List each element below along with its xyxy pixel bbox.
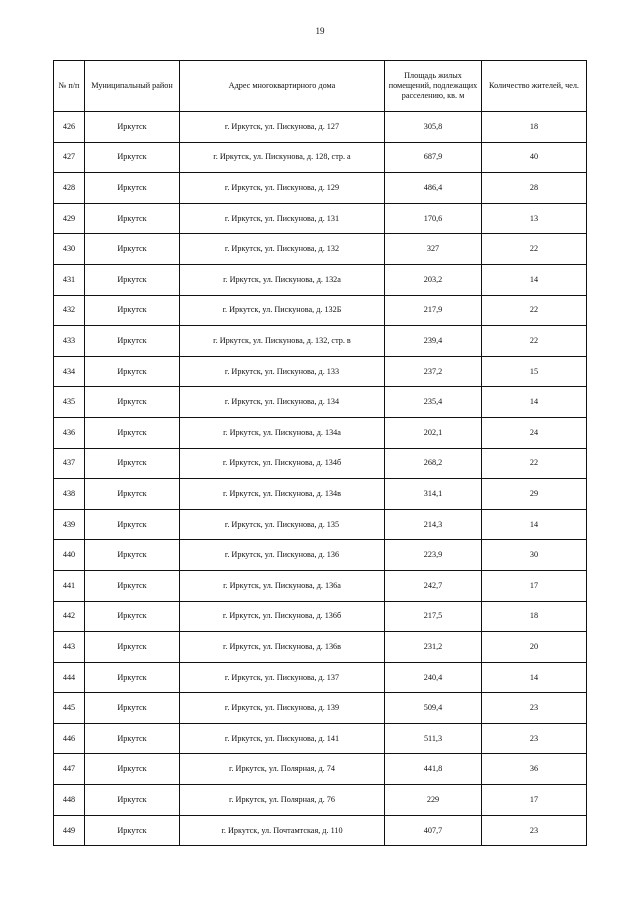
cell-district: Иркутск: [85, 693, 180, 724]
cell-residents: 20: [482, 632, 587, 663]
cell-area: 203,2: [385, 264, 482, 295]
cell-residents: 24: [482, 417, 587, 448]
cell-district: Иркутск: [85, 417, 180, 448]
table-row: [54, 356, 587, 387]
cell-residents: 15: [482, 356, 587, 387]
cell-district: Иркутск: [85, 785, 180, 816]
cell-number: 430: [54, 234, 85, 265]
table-row: [54, 785, 587, 816]
cell-area: 509,4: [385, 693, 482, 724]
table-row: [54, 264, 587, 295]
cell-address: г. Иркутск, ул. Пискунова, д. 131: [180, 203, 385, 234]
cell-district: Иркутск: [85, 203, 180, 234]
header-number: № п/п: [54, 61, 85, 112]
cell-number: 444: [54, 662, 85, 693]
cell-number: 449: [54, 815, 85, 846]
cell-address: г. Иркутск, ул. Пискунова, д. 132: [180, 234, 385, 265]
cell-address: г. Иркутск, ул. Полярная, д. 76: [180, 785, 385, 816]
cell-address: г. Иркутск, ул. Пискунова, д. 136б: [180, 601, 385, 632]
cell-district: Иркутск: [85, 356, 180, 387]
cell-district: Иркутск: [85, 632, 180, 663]
cell-area: 240,4: [385, 662, 482, 693]
table-row: [54, 326, 587, 357]
header-residents: Количество жителей, чел.: [482, 61, 587, 112]
table-row: [54, 417, 587, 448]
cell-district: Иркутск: [85, 112, 180, 143]
cell-district: Иркутск: [85, 662, 180, 693]
cell-residents: 17: [482, 785, 587, 816]
cell-number: 426: [54, 112, 85, 143]
cell-number: 437: [54, 448, 85, 479]
cell-residents: 22: [482, 295, 587, 326]
cell-address: г. Иркутск, ул. Пискунова, д. 139: [180, 693, 385, 724]
cell-area: 217,5: [385, 601, 482, 632]
cell-number: 438: [54, 479, 85, 510]
cell-number: 445: [54, 693, 85, 724]
cell-residents: 17: [482, 570, 587, 601]
cell-address: г. Иркутск, ул. Пискунова, д. 129: [180, 173, 385, 204]
cell-number: 434: [54, 356, 85, 387]
table-row: [54, 815, 587, 846]
cell-district: Иркутск: [85, 387, 180, 418]
table-row: [54, 479, 587, 510]
cell-residents: 22: [482, 448, 587, 479]
cell-residents: 18: [482, 601, 587, 632]
cell-number: 443: [54, 632, 85, 663]
cell-number: 442: [54, 601, 85, 632]
cell-district: Иркутск: [85, 509, 180, 540]
cell-number: 432: [54, 295, 85, 326]
table-body: [54, 112, 587, 846]
cell-number: 436: [54, 417, 85, 448]
cell-district: Иркутск: [85, 264, 180, 295]
table-row: [54, 723, 587, 754]
table-row: [54, 509, 587, 540]
header-area: Площадь жилых помещений, подлежащих расселению, кв. м: [385, 61, 482, 112]
cell-district: Иркутск: [85, 754, 180, 785]
cell-number: 448: [54, 785, 85, 816]
cell-district: Иркутск: [85, 723, 180, 754]
cell-district: Иркутск: [85, 173, 180, 204]
cell-area: 229: [385, 785, 482, 816]
cell-address: г. Иркутск, ул. Пискунова, д. 132а: [180, 264, 385, 295]
cell-residents: 14: [482, 662, 587, 693]
table-row: [54, 173, 587, 204]
cell-residents: 13: [482, 203, 587, 234]
cell-district: Иркутск: [85, 295, 180, 326]
cell-area: 511,3: [385, 723, 482, 754]
cell-number: 429: [54, 203, 85, 234]
cell-residents: 23: [482, 815, 587, 846]
cell-area: 231,2: [385, 632, 482, 663]
header-district: Муниципальный район: [85, 61, 180, 112]
cell-district: Иркутск: [85, 540, 180, 571]
cell-area: 327: [385, 234, 482, 265]
cell-address: г. Иркутск, ул. Пискунова, д. 133: [180, 356, 385, 387]
cell-district: Иркутск: [85, 570, 180, 601]
cell-number: 439: [54, 509, 85, 540]
cell-number: 441: [54, 570, 85, 601]
cell-address: г. Иркутск, ул. Пискунова, д. 134в: [180, 479, 385, 510]
cell-number: 435: [54, 387, 85, 418]
cell-address: г. Иркутск, ул. Пискунова, д. 132, стр. в: [180, 326, 385, 357]
cell-residents: 14: [482, 264, 587, 295]
table-row: [54, 570, 587, 601]
page-number: 19: [315, 26, 325, 36]
cell-area: 407,7: [385, 815, 482, 846]
table-row: [54, 540, 587, 571]
cell-area: 202,1: [385, 417, 482, 448]
cell-area: 170,6: [385, 203, 482, 234]
housing-table: [53, 60, 587, 846]
cell-number: 428: [54, 173, 85, 204]
cell-area: 305,8: [385, 112, 482, 143]
cell-number: 447: [54, 754, 85, 785]
cell-area: 223,9: [385, 540, 482, 571]
table-row: [54, 112, 587, 143]
table-row: [54, 754, 587, 785]
cell-address: г. Иркутск, ул. Пискунова, д. 128, стр. а: [180, 142, 385, 173]
cell-residents: 14: [482, 509, 587, 540]
cell-number: 446: [54, 723, 85, 754]
cell-area: 214,3: [385, 509, 482, 540]
cell-number: 440: [54, 540, 85, 571]
cell-area: 314,1: [385, 479, 482, 510]
table-header: [54, 61, 587, 112]
cell-residents: 30: [482, 540, 587, 571]
cell-area: 268,2: [385, 448, 482, 479]
cell-district: Иркутск: [85, 326, 180, 357]
cell-address: г. Иркутск, ул. Полярная, д. 74: [180, 754, 385, 785]
table-row: [54, 632, 587, 663]
cell-district: Иркутск: [85, 448, 180, 479]
cell-residents: 40: [482, 142, 587, 173]
cell-area: 239,4: [385, 326, 482, 357]
cell-address: г. Иркутск, ул. Пискунова, д. 127: [180, 112, 385, 143]
cell-address: г. Иркутск, ул. Пискунова, д. 136: [180, 540, 385, 571]
cell-area: 235,4: [385, 387, 482, 418]
header-row: [54, 61, 587, 112]
cell-district: Иркутск: [85, 815, 180, 846]
cell-address: г. Иркутск, ул. Пискунова, д. 136в: [180, 632, 385, 663]
cell-area: 687,9: [385, 142, 482, 173]
table-row: [54, 295, 587, 326]
cell-residents: 18: [482, 112, 587, 143]
cell-residents: 22: [482, 234, 587, 265]
cell-address: г. Иркутск, ул. Почтамтская, д. 110: [180, 815, 385, 846]
cell-address: г. Иркутск, ул. Пискунова, д. 132Б: [180, 295, 385, 326]
cell-address: г. Иркутск, ул. Пискунова, д. 137: [180, 662, 385, 693]
header-address: Адрес многоквартирного дома: [180, 61, 385, 112]
cell-residents: 28: [482, 173, 587, 204]
cell-address: г. Иркутск, ул. Пискунова, д. 134а: [180, 417, 385, 448]
cell-residents: 23: [482, 723, 587, 754]
table-row: [54, 142, 587, 173]
cell-number: 427: [54, 142, 85, 173]
cell-address: г. Иркутск, ул. Пискунова, д. 135: [180, 509, 385, 540]
cell-address: г. Иркутск, ул. Пискунова, д. 136а: [180, 570, 385, 601]
cell-area: 486,4: [385, 173, 482, 204]
cell-residents: 29: [482, 479, 587, 510]
cell-number: 431: [54, 264, 85, 295]
table-row: [54, 203, 587, 234]
cell-area: 217,9: [385, 295, 482, 326]
cell-residents: 23: [482, 693, 587, 724]
cell-area: 441,8: [385, 754, 482, 785]
cell-address: г. Иркутск, ул. Пискунова, д. 134б: [180, 448, 385, 479]
table-row: [54, 387, 587, 418]
cell-district: Иркутск: [85, 234, 180, 265]
table-row: [54, 693, 587, 724]
table-row: [54, 448, 587, 479]
cell-area: 242,7: [385, 570, 482, 601]
cell-area: 237,2: [385, 356, 482, 387]
cell-residents: 22: [482, 326, 587, 357]
cell-district: Иркутск: [85, 601, 180, 632]
cell-residents: 36: [482, 754, 587, 785]
cell-district: Иркутск: [85, 479, 180, 510]
cell-address: г. Иркутск, ул. Пискунова, д. 141: [180, 723, 385, 754]
cell-district: Иркутск: [85, 142, 180, 173]
table-row: [54, 601, 587, 632]
table-row: [54, 662, 587, 693]
cell-number: 433: [54, 326, 85, 357]
cell-address: г. Иркутск, ул. Пискунова, д. 134: [180, 387, 385, 418]
cell-residents: 14: [482, 387, 587, 418]
table-row: [54, 234, 587, 265]
